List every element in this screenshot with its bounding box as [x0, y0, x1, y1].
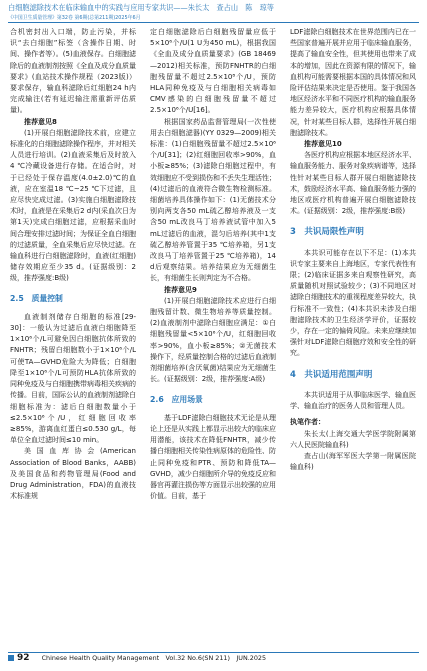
journal-citation: Chinese Health Quality Management Vol.32 No.6(SN 211) JUN.2025 [41, 654, 267, 662]
running-header-title: 白细胞滤除技术在临床输血中的实践与应用专家共识——朱长太 查占山 陈 琼等 [8, 3, 274, 12]
paragraph: 美国血库协会(American Association of Blood Banks，AABB)及美国食品和药物管理局(Food and Drug Administration，FDA)的血液技术标准规 [10, 447, 136, 501]
paragraph: 基于LDF滤除白细胞技术无论是从理论上还是从实践上都显示出较大的临床应用潜能，该技术在降低FNHTR，减少传播白细胞相关传染性病原体的危险性、防止同种免疫和PTR、预防和降低TA—GVHD，减少白细胞所介导的免疫反应和器官再灌注损伤等方面显示出较强的应用价值。目前，基于 [150, 413, 276, 501]
section-heading: 2.6 应用场景 [150, 394, 203, 404]
column-middle [150, 27, 276, 502]
authors-label: 执笔作者： [290, 418, 325, 427]
author-entry: 朱长太(上海交通大学医学院附属第六人民医院输血科) [290, 429, 416, 449]
section-heading: 3 共识局限性声明 [290, 227, 364, 238]
paragraph: (1)开展白细胞滤除技术前，应建立标准化的白细胞滤除操作程序，并对相关人员进行培训。(2)血液采集后及时放入4 ℃冷藏设备进行存储。在适合时，对于已经处于保存温度(4.0±2.0)℃的血液，应在室温18 ℃~25 ℃下过滤，且应尽快完成过滤。(3)实施白细胞滤除技术时，血液是在采集后2 d内(采血次日为第1天)完成白细胞过滤，应根据采血时间合理安排过滤时间；为保证全血白细胞的过滤质量，全血采集后应尽快过滤。在输血科进行白细胞滤除时，血液(红细胞)储存效期应至少35 d。(证据级别：2级，推荐强度:B级) [10, 128, 136, 283]
paragraph: 定白细胞滤除后白细胞残留量应低于5×10⁶个/U(1 U为450 mL)，根据我国《全血及成分血质量要求》(GB 18469—2012)相关标准，预防FNHTR的白细胞残留量不超过2.5×10⁸个/U，预防HLA同种免疫及与白细胞相关病毒如CMV感染的白细胞残留量不超过2.5×10⁶个/U[16]。 [150, 28, 276, 115]
page-number: 92 [17, 653, 30, 663]
paragraph: 各医疗机构应根据本地区经济水平、输血服务能力、服务对象疾病谱等，选择性针对某些目标人群开展白细胞滤除技术，鼓励经济水平高、输血服务能力强的地区或医疗机构普遍开展白细胞滤除技术。(证据级别：2级，推荐强度:B级) [290, 151, 416, 216]
section-heading: 4 共识适用范围声明 [290, 369, 373, 380]
recommendation-heading: 推荐意见9 [164, 285, 197, 294]
column-left [10, 27, 136, 502]
paragraph: (1)开展白细胞滤除技术应进行白细胞残留计数、微生物培养等质量控制。(2)血液制剂中滤除白细胞应满足：①白细胞残留量<5×10⁶个/U，红细胞回收率>90%，血小板≥85%；②无菌技术操作下，经质量控制合格的过滤后血液制剂细菌培养(含厌氧菌)结果应为无细菌生长。(证据级别：2级，推荐强度:A级) [150, 296, 276, 384]
paragraph: 合机密封出入口端，防止污染，并标识“去白细胞”标签（含操作日期、时间、操作者等）。(5)血液保存。白细胞滤除后的血液制剂按照《全血及成分血质量要求》(血站技术操作规程（2023版)）要求保存，输血科滤除后红细胞24 h内完成输注(若有延迟输注需重新评估质量)。 [10, 28, 136, 115]
recommendation-heading: 推荐意见8 [24, 117, 57, 126]
running-header-journal: 《中国卫生质量管理》第32卷 第6期(总第211期)2025年6月 [8, 15, 141, 21]
author-entry: 查占山(海军军医大学第一附属医院输血科) [290, 451, 416, 472]
column-right [290, 27, 416, 473]
paragraph: 本共识适用于从事临床医学、输血医学、输血治疗的医务人员和管理人员。 [290, 390, 416, 411]
paragraph: LDF滤除白细胞技术在世界范围内已在一些国家普遍开展并应用于临床输血服务，提高了输血安全性，但其使用也带来了成本的增加，因此在资源有限的情况下，输血机构可能需要根据本国的具体情况和风险评估结果来决定是否使用。鉴于我国各地区经济水平和不同医疗机构的输血服务能力差异较大，医疗机构应根据具体情况，针对某些目标人群，选择性开展白细胞滤除技术。 [290, 28, 416, 137]
paragraph: 根据国家药品监督管理局(一次性使用去白细胞滤器)(YY 0329—2009)相关标准：(1)白细胞残留量不超过2.5×10⁶个/U[31]；(2)红细胞回收率>90%，血小板≥85%；(3)滤除白细胞过程中，有效细胞应不受到损伤和不丢失生理活性；(4)过滤后的血液符合微生物检测标准。细菌培养具体操作如下：(1)无菌技术分别向两支各50 mL硫乙醇培养液及一支含50 mL改良马丁培养液试管中加入5 mL过滤后的血液，混匀后培养(其中1支硫乙醇培养管置于35 ℃培养箱，另1支改良马丁培养管置于25 ℃培养箱)，14 d后观察结果。培养结果应为无细菌生长，有细菌生长则判定为不合格。 [150, 117, 276, 283]
paragraph: 本共识可能存在以下不足：(1)本共识专家主要来自上海地区，专家代表性有限；(2)临床证据多来自观察性研究，高质量随机对照试验较少；(3)不同地区对滤除白细胞技术的重视程度差异较大，执行标准不一致性；(4)本共识未涉及白细胞滤除技术的卫生经济学评价，证据较少，存在一定的偏倚风险。未来应继续加强针对LDF滤除白细胞疗效和安全性的研究。 [290, 248, 416, 358]
square-bullet-icon [8, 655, 14, 661]
header-rule [8, 22, 419, 23]
section-heading: 2.5 质量控制 [10, 293, 63, 303]
recommendation-heading: 推荐意见10 [304, 140, 342, 149]
paragraph: 血液制剂储存白细胞的标准[29-30]：一般认为过滤后血液白细胞降至1×10⁶个/L可避免因白细胞抗体所致的FNHTR；残留白细胞数小于1×10⁶个/L可使TA—GVHD危险大为降低；白细胞降至1×10⁶个/L可预防HLA抗体所致的同种免疫及与白细胞携带病毒相关疾病的传播。目前，国际公认的血液制剂滤除白细胞标准为：滤后白细胞数量小于≤2.5×10⁶个/U，红细胞回收率≥85%，游离血红蛋白≤0.530 g/L，每单位全血过滤时间≤10 min。 [10, 312, 136, 445]
page-footer [8, 653, 419, 667]
